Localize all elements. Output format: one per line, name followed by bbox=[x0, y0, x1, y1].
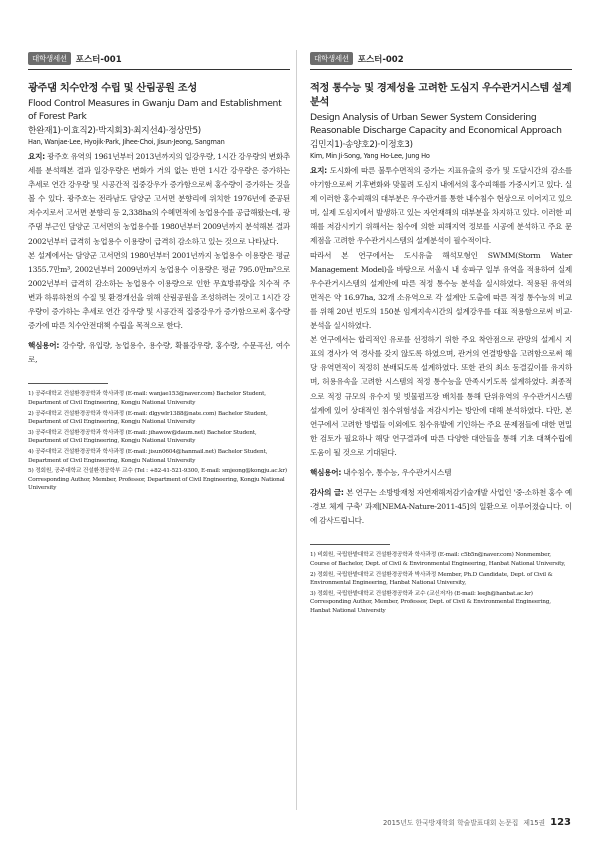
column-divider bbox=[296, 50, 297, 810]
keywords bbox=[310, 466, 572, 480]
acknowledgment bbox=[310, 486, 572, 528]
section-header bbox=[310, 52, 572, 70]
footnote: 5) 정회원, 공주대학교 건설환경공학부 교수 (Tel : +82-41-521-9300, E-mail: smjeong@kongju.ac.kr) Corresponding Author, Member, Professor, Department of Civil Engineering, Kongju National University bbox=[28, 468, 287, 492]
authors-english: Han, Wanjae·Lee, Hyojik·Park, Jihee·Choi, Jisun·Jeong, Sangman bbox=[28, 138, 225, 146]
poster-id: 포스터-002 bbox=[357, 54, 404, 65]
abstract-text: 도시화에 따른 불투수면적의 증가는 지표유출의 증가 및 도달시간의 감소를 야기함으로써 기후변화와 맞물려 도심지 내에서의 홍수피해를 가중시키고 있다. 실제 이러한 홍수피해의 대부분은 우수관거를 통한 내수침수 현상으로 이어지고 있으며, 실제 도심지에서 발생하고 있는 자연재해의 대부분을 차지하고 있다. 이러한 피해를 저감시키기 위해서는 침수에 의한 피해지역 정보를 시공에 분석하고 주요 문제점을 고려한 우수관거시스템의 설계분석이 필수적이다. bbox=[310, 166, 572, 246]
title-korean: 적정 통수능 및 경제성을 고려한 도심지 우수관거시스템 설계분석 bbox=[310, 83, 572, 108]
title-english: Flood Control Measures in Gwanju Dam and Establishment of Forest Park bbox=[28, 98, 282, 122]
abstract-label: 요지: bbox=[28, 152, 45, 161]
abstract-paragraph: 본 설계에서는 담양군 고서면의 1980년부터 2001년까지 농업용수 이용량은 평균 1355.7만m³, 2002년부터 2009년까지 농업용수 이용량은 평균 795.0만m³으로 2002년부터 급격히 감소하는 농업용수 이용량으로 인한 무효방류량을 치수적 주변과 하류하천의 수질 및 환경개선을 위해 산림공원을 조성하려는 것이고 1시간 강우량이 증가하는 추세로 연간 강우량 및 시공간적 집중강우가 증가함으로써 홍수량 증가에 따른 치수안전대책 수립을 목적으로 한다. bbox=[28, 250, 290, 331]
footnote: 3) 정회원, 국립한밭대학교 건설환경공학과 교수 (교신저자) (E-mail: leejh@hanbat.ac.kr) Corresponding Author, Member, Professor, Dept. of Civil & Environmental Engineering, Hanbat National University bbox=[310, 590, 551, 614]
footnote: 1) 비회원, 국립한밭대학교 건설환경공학과 학사과정 (E-mail: c5b5n@naver.com) Nonmember, Course of Bachelor, Dept. of Civil & Environmental Engineering, Hanbat National University, bbox=[310, 552, 566, 567]
keywords-label: 핵심용어: bbox=[28, 341, 60, 351]
abstract-paragraph bbox=[310, 164, 572, 249]
footnote-rule bbox=[28, 383, 108, 384]
footnote: 3) 공주대학교 건설환경공학과 학사과정 (E-mail: jihawow@daum.net) Bachelor Student, Department of Civil Engineering, Kongju National University bbox=[28, 429, 257, 445]
title-english: Design Analysis of Urban Sewer System Considering Reasonable Discharge Capacity and Economical Approach bbox=[310, 112, 562, 136]
page-number: 123 bbox=[550, 817, 571, 828]
volume-label: 제15권 bbox=[523, 819, 546, 827]
authors-english: Kim, Min Ji·Song, Yang Ho·Lee, Jung Ho bbox=[310, 152, 430, 160]
session-badge: 대학생세션 bbox=[310, 52, 353, 65]
footnote: 1) 공주대학교 건설환경공학과 학사과정 (E-mail: wanjae153@naver.com) Bachelor Student, Department of Civil Engineering, Kongju National University bbox=[28, 391, 266, 406]
abstract-text: 광주호 유역의 1961년부터 2013년까지의 일강우량, 1시간 강우량의 변화추세를 분석해본 결과 일강우량은 변화가 거의 없는 반면 1시간 강우량은 증가하는 추세로 연간 강우량 및 시공간적 집중강우가 증가함으로써 홍수량이 증가하는 것을 볼 수 있다. 광주호는 전라남도 담양군 고서면 분향리에 위치한 1976년에 준공된 저수지로서 고서면 분향리 등 2,338ha의 수혜면적에 농업용수를 공급해왔는데, 광주댐 부근인 담양군 고서면의 농업용수를 1980년부터 2009년까지 분석해본 결과 2002년부터 급격히 농업용수 이용량이 급격히 감소하고 있는 것으로 나타났다. bbox=[28, 152, 291, 246]
acknowledgment-label: 감사의 글: bbox=[310, 488, 344, 498]
page-footer bbox=[383, 817, 571, 828]
keywords-text: 내수침수, 통수능, 우수관거시스템 bbox=[343, 467, 452, 477]
footnote-rule bbox=[310, 544, 390, 545]
abstract-paragraph: 따라서 본 연구에서는 도시유출 해석모형인 SWMM(Storm Water Management Model)을 바탕으로 서울시 내 송파구 일부 유역을 적용하여 실제 우수관거시스템의 설계안에 따른 적정 통수능 분석을 실시하였다. 적용된 유역의 면적은 약 16.97ha, 32개 소유역으로 각 설계안 도출에 따른 적정 통수능의 비교를 위해 20년 빈도의 150분 임계지속시간의 설계강우를 대표 적용함으로써 비교·분석을 실시하였다. bbox=[310, 250, 572, 331]
session-badge: 대학생세션 bbox=[28, 52, 71, 65]
abstract-paragraph: 본 연구에서는 합리적인 유로를 선정하기 위한 주요 착안점으로 관망의 설계시 지표의 경사가 역 경사를 갖지 않도록 하였으며, 관거의 연결방향을 고려함으로써 해당 유역면적이 적정히 분배되도록 설계하였다. 또한 관의 최소 동결깊이를 유지하며, 허용유속을 고려한 시스템의 적정 통수능을 만족시키도록 설계하였다. 최종적으로 적정 규모의 유수지 및 빗물펌프장 배치를 통해 단위유역의 우수관거시스템 설계에 있어 상대적인 침수위험성을 저감시키는 방안에 대해 분석하였다. 다만, 본 연구에서 고려한 방법들 이외에도 침수유발에 기인하는 주요 문제점들에 대한 면밀한 검토가 필요하나 해당 연구결과에 따른 다양한 대안들을 통해 기초 대책수립에 도움이 될 것으로 기대된다. bbox=[310, 335, 572, 457]
authors-korean: 김민지1)·송양호2)·이정호3) bbox=[310, 140, 413, 150]
poster-002-column bbox=[310, 52, 572, 618]
footnote: 4) 공주대학교 건설환경공학과 학사과정 (E-mail: jisun0604@hanmail.net) Bachelor Student, Department of Civil Engineering, Kongju National University bbox=[28, 448, 268, 464]
proceedings-title: 2015년도 한국방재학회 학술발표대회 논문집 bbox=[382, 819, 519, 827]
footnote: 2) 정회원, 국립한밭대학교 건설환경공학과 박사과정 Member, Ph.D Candidate, Dept. of Civil & Environmental Engineering, Hanbat National University, bbox=[310, 571, 553, 587]
abstract-label: 요지: bbox=[310, 166, 327, 175]
keywords-label: 핵심용어: bbox=[310, 467, 342, 477]
section-header bbox=[28, 52, 290, 70]
abstract-paragraph bbox=[28, 150, 290, 249]
acknowledgment-text: 본 연구는 소방방재청 자연재해저감기술개발 사업인 '중·소하천 홍수 예·경보 체계 구축' 과제[NEMA-Nature-2011-45]의 일환으로 이루어졌습니다. 이에 감사드립니다. bbox=[310, 488, 572, 526]
authors-korean: 한완재1)·이효직2)·박지회3)·최지선4)·정상만5) bbox=[28, 126, 201, 136]
poster-id: 포스터-001 bbox=[75, 54, 122, 65]
keywords-text: 강수량, 유입량, 농업용수, 용수량, 확률강우량, 홍수량, 수문곡선, 여수로, bbox=[28, 341, 290, 365]
poster-001-column bbox=[28, 52, 290, 495]
footnote: 2) 공주대학교 건설환경공학과 학사과정 (E-mail: dlgywlr1388@nate.com) Bachelor Student, Department of Civil Engineering, Kongju National University bbox=[28, 410, 268, 426]
title-korean: 광주댐 치수안정 수립 및 산림공원 조성 bbox=[28, 83, 197, 94]
keywords bbox=[28, 339, 290, 367]
